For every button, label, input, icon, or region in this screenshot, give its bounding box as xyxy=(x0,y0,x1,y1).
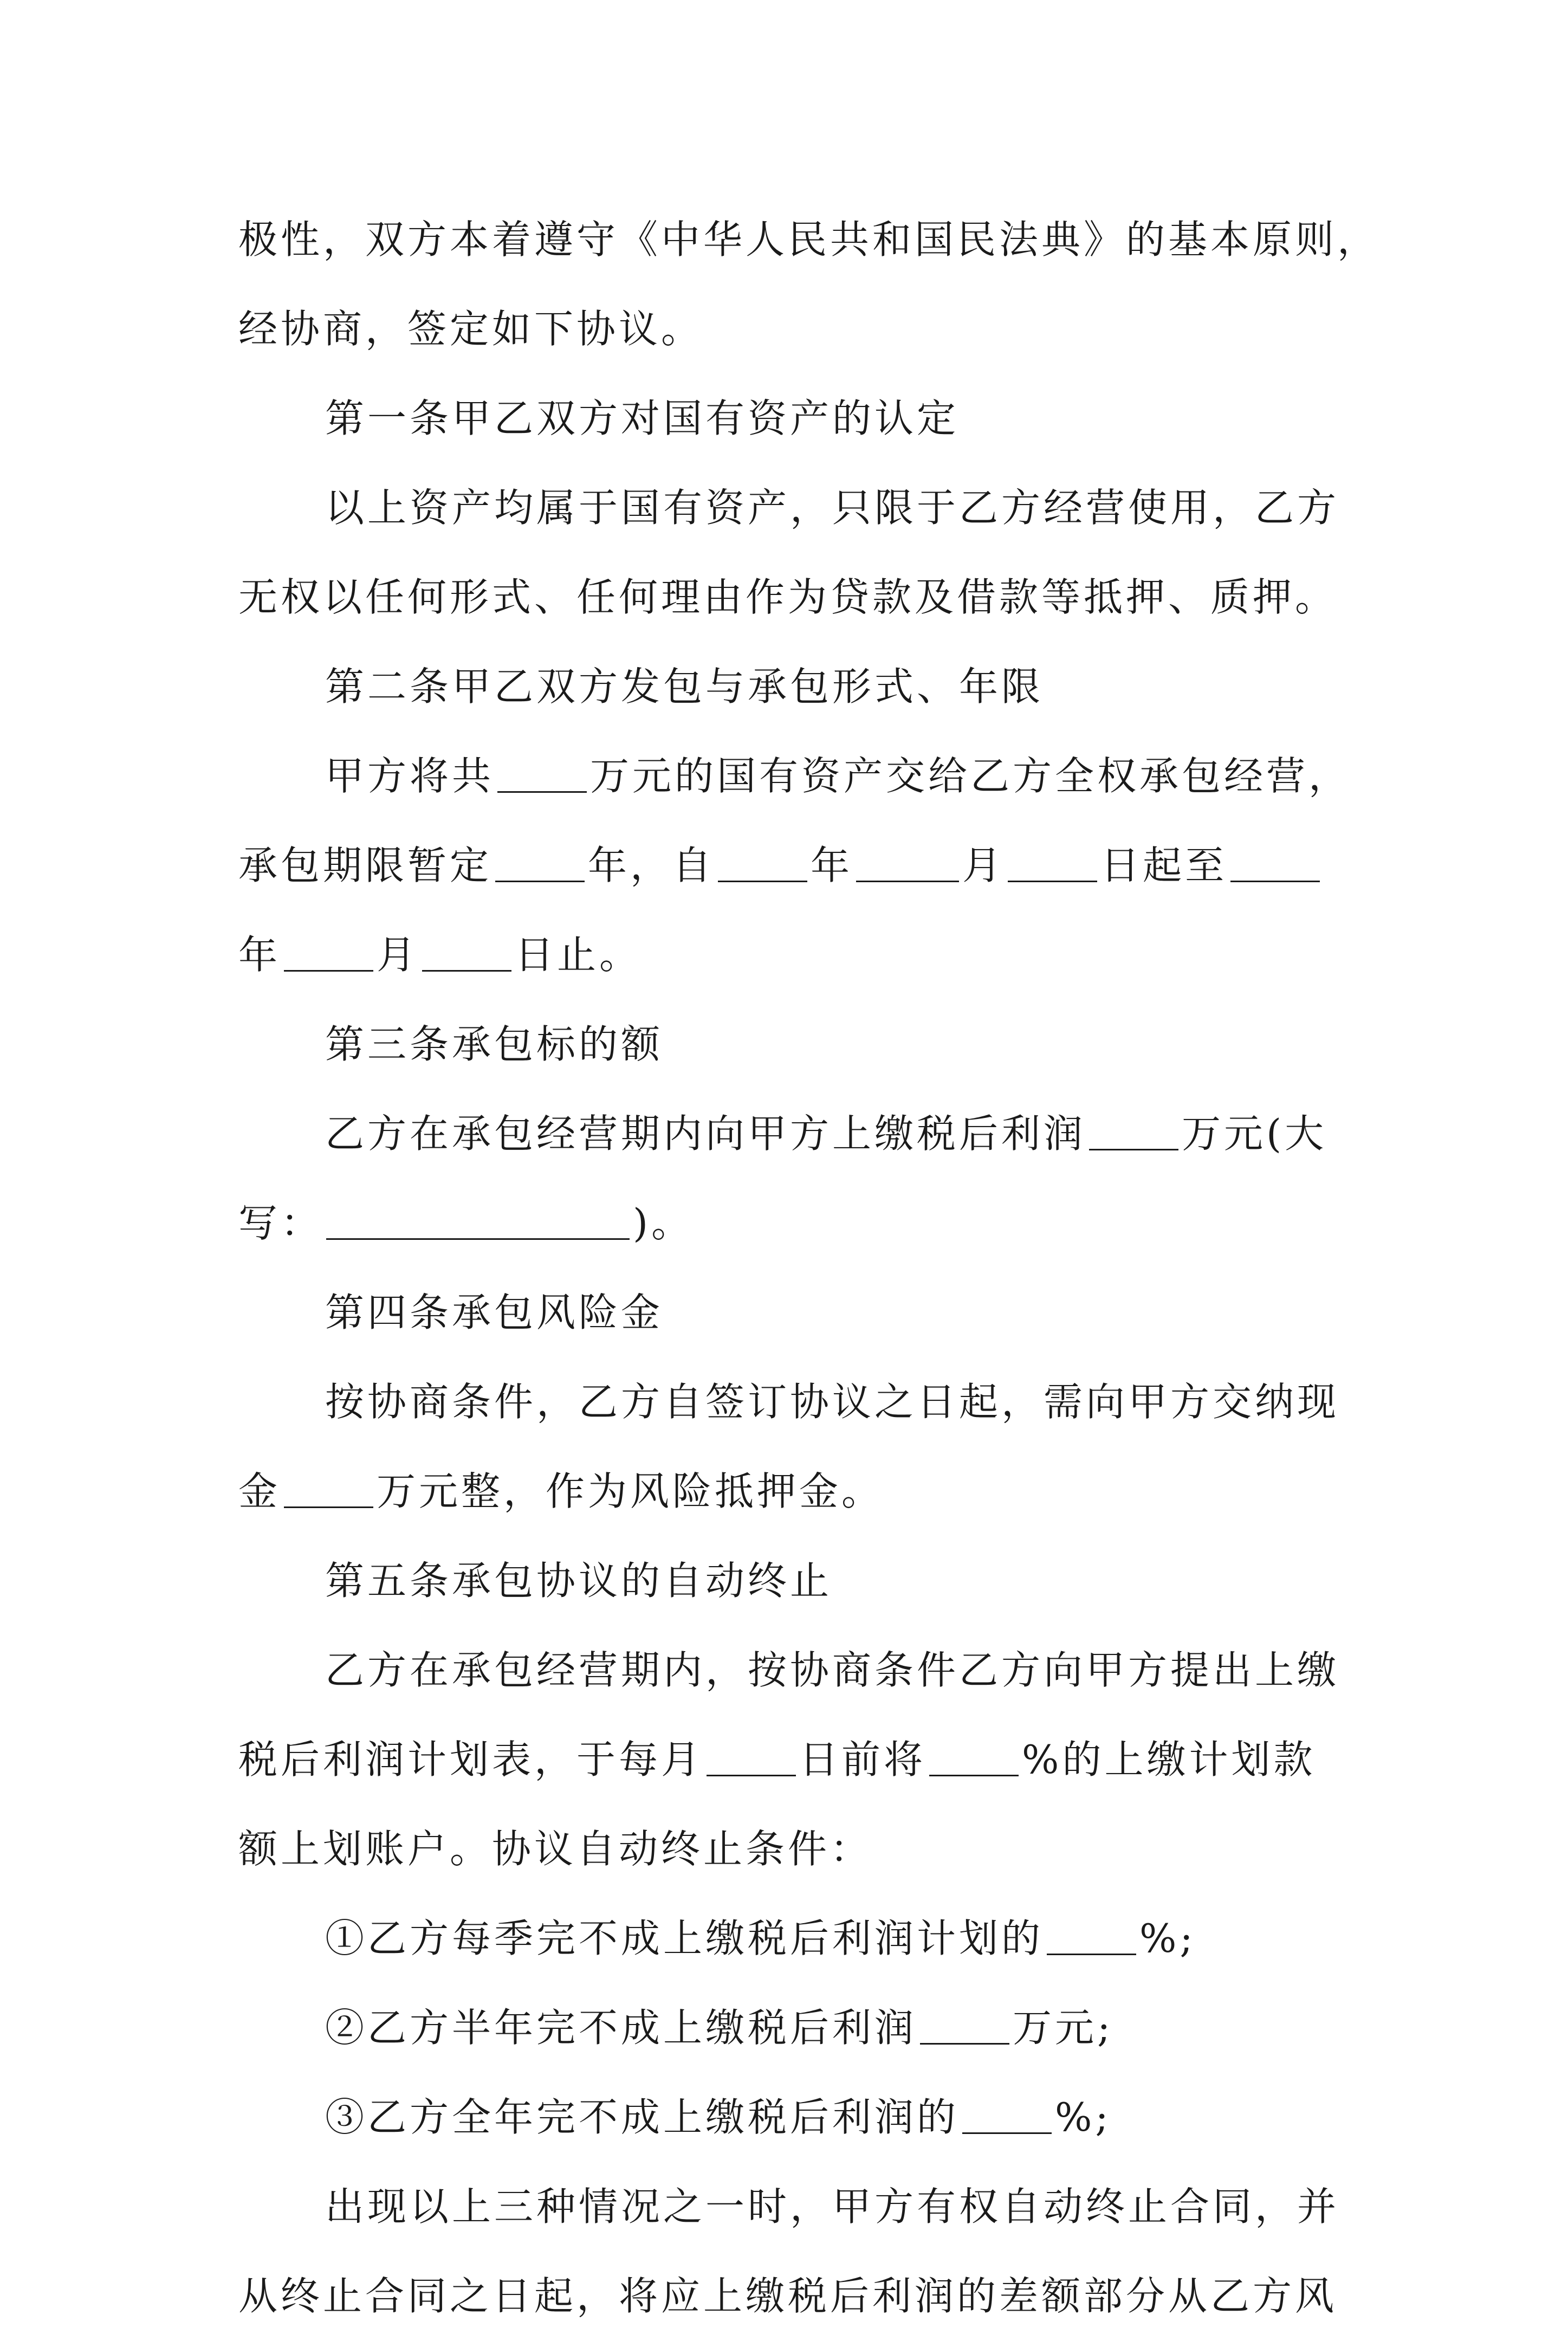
fill-blank xyxy=(920,2042,1009,2045)
fill-blank xyxy=(284,1506,373,1508)
article-1-title xyxy=(238,374,1344,463)
text: 月 xyxy=(962,843,1005,888)
text: 万元(大 xyxy=(1182,1111,1327,1156)
fill-blank xyxy=(1047,1953,1136,1955)
article-2-title xyxy=(238,642,1344,732)
text: 第一条甲乙双方对国有资产的认定 xyxy=(325,396,960,441)
text: 承包期限暂定 xyxy=(238,843,493,888)
text-line xyxy=(238,821,1344,910)
fill-blank xyxy=(326,1238,630,1240)
fill-blank xyxy=(1230,880,1320,882)
text: 乙方在承包经营期内，按协商条件乙方向甲方提出上缴 xyxy=(325,1647,1340,1693)
text: 第五条承包协议的自动终止 xyxy=(325,1558,833,1603)
text: 日前将 xyxy=(799,1737,926,1782)
fill-blank xyxy=(929,1774,1019,1776)
text: %; xyxy=(1055,2094,1112,2140)
text: 极性，双方本着遵守《中华人民共和国民法典》的基本原则， xyxy=(238,217,1380,262)
document-body xyxy=(238,195,1380,2341)
text: 从终止合同之日起，将应上缴税后利润的差额部分从乙方风 xyxy=(238,2273,1338,2319)
text: 按协商条件，乙方自签订协议之日起，需向甲方交纳现 xyxy=(325,1379,1340,1425)
text-line xyxy=(238,1357,1344,1447)
text-line xyxy=(238,553,1344,642)
condition-item xyxy=(238,1894,1344,1983)
condition-item xyxy=(238,2073,1344,2162)
fill-blank xyxy=(422,969,511,972)
article-3-title xyxy=(238,1000,1344,1089)
text-line xyxy=(238,284,1344,374)
text: 以上资产均属于国有资产，只限于乙方经营使用，乙方 xyxy=(325,485,1340,531)
text: 日止。 xyxy=(515,932,642,978)
fill-blank xyxy=(1008,880,1097,882)
text: 第二条甲乙双方发包与承包形式、年限 xyxy=(325,664,1044,709)
text: 第三条承包标的额 xyxy=(325,1021,664,1067)
text-line xyxy=(238,2252,1344,2341)
text: 年 xyxy=(811,843,853,888)
text-line xyxy=(238,1089,1344,1179)
text: %的上缴计划款 xyxy=(1022,1737,1316,1782)
text-line xyxy=(238,195,1380,284)
text-line xyxy=(238,1715,1344,1805)
fill-blank xyxy=(718,880,807,882)
text: 经协商，签定如下协议。 xyxy=(238,306,704,352)
text: 年 xyxy=(238,932,281,978)
text: 万元; xyxy=(1013,2005,1114,2051)
text: 月 xyxy=(377,932,419,978)
text-line xyxy=(238,910,1344,1000)
fill-blank xyxy=(495,880,585,882)
text-line xyxy=(238,1805,1344,1894)
fill-blank xyxy=(497,791,587,793)
text: 日起至 xyxy=(1100,843,1228,888)
text: 金 xyxy=(238,1469,281,1514)
text-line xyxy=(238,732,1351,821)
text: 甲方将共 xyxy=(325,753,495,799)
text: 万元整，作为风险抵押金。 xyxy=(377,1469,884,1514)
fill-blank xyxy=(856,880,959,882)
text-line xyxy=(238,1626,1344,1715)
text: 额上划账户。协议自动终止条件： xyxy=(238,1826,873,1872)
fill-blank xyxy=(1089,1148,1178,1150)
text-line xyxy=(238,463,1344,553)
text: 乙方在承包经营期内向甲方上缴税后利润 xyxy=(325,1111,1086,1156)
text: ①乙方每季完不成上缴税后利润计划的 xyxy=(325,1916,1044,1961)
fill-blank xyxy=(707,1774,796,1776)
text: 第四条承包风险金 xyxy=(325,1290,664,1335)
article-4-title xyxy=(238,1268,1344,1357)
text: %; xyxy=(1139,1916,1196,1961)
text: 税后利润计划表，于每月 xyxy=(238,1737,704,1782)
text: 无权以任何形式、任何理由作为贷款及借款等抵押、质押。 xyxy=(238,574,1338,620)
text: 年，自 xyxy=(588,843,715,888)
text-line xyxy=(238,1179,1344,1268)
text: 万元的国有资产交给乙方全权承包经营， xyxy=(590,753,1351,799)
text: )。 xyxy=(633,1200,694,1246)
fill-blank xyxy=(962,2132,1052,2134)
text: ③乙方全年完不成上缴税后利润的 xyxy=(325,2094,960,2140)
text: ②乙方半年完不成上缴税后利润 xyxy=(325,2005,917,2051)
article-5-title xyxy=(238,1536,1344,1626)
text: 写： xyxy=(238,1200,323,1246)
fill-blank xyxy=(284,969,373,972)
condition-item xyxy=(238,1983,1344,2073)
text-line xyxy=(238,1447,1344,1536)
text-line xyxy=(238,2162,1344,2252)
text: 出现以上三种情况之一时，甲方有权自动终止合同，并 xyxy=(325,2184,1340,2229)
